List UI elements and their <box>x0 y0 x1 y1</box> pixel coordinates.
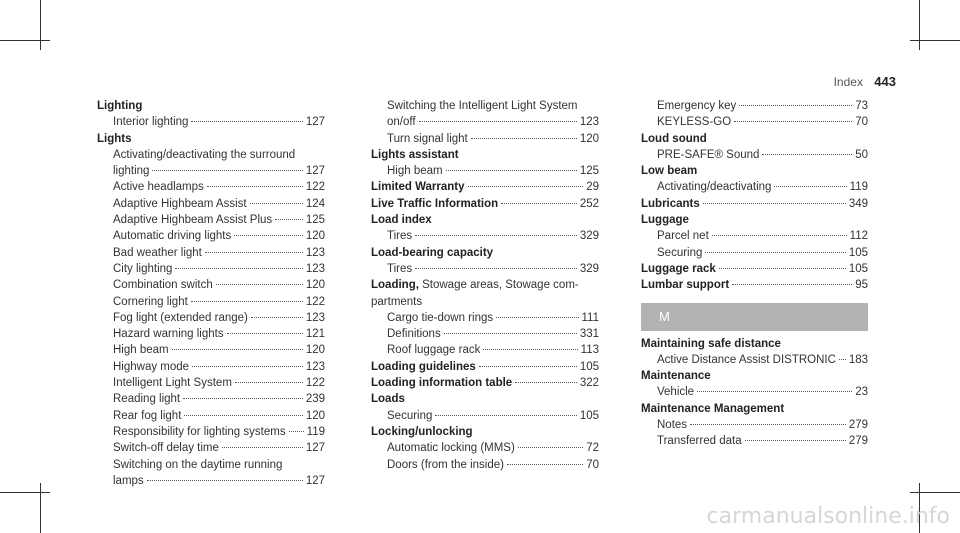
sub-entry-text: Combination switch <box>113 279 213 292</box>
leader-dots <box>191 301 303 302</box>
crop-mark <box>919 0 920 50</box>
sub-entry <box>371 409 599 423</box>
leader-dots <box>745 440 846 441</box>
leader-dots <box>419 121 577 122</box>
page-ref: 119 <box>306 425 325 438</box>
index-heading: Load index <box>371 214 432 227</box>
leader-dots <box>234 235 303 236</box>
index-heading: Loads <box>371 393 405 406</box>
leader-dots <box>207 186 303 187</box>
page-ref: 121 <box>305 328 325 341</box>
sub-entry <box>97 311 325 325</box>
index-entry <box>371 278 599 292</box>
sub-entry-text: Interior lighting <box>113 116 189 129</box>
leader-dots <box>172 349 303 350</box>
page-ref: 29 <box>586 181 599 194</box>
leader-dots <box>415 268 577 269</box>
entry-text: Stowage areas, Stowage com- <box>418 279 579 292</box>
crop-mark <box>40 483 41 533</box>
page-ref: 73 <box>855 100 868 112</box>
sub-entry-text: Transferred data <box>657 435 742 448</box>
sub-entry <box>97 180 325 194</box>
sub-entry-text: Doors (from the inside) <box>387 458 504 471</box>
page-ref: 331 <box>579 328 599 341</box>
sub-entry <box>371 311 599 325</box>
sub-entry-text: City lighting <box>113 262 173 275</box>
leader-dots <box>703 203 846 204</box>
page-ref: 105 <box>579 409 599 422</box>
sub-entry <box>97 213 325 227</box>
sub-entry-text: Securing <box>657 246 703 259</box>
index-heading: Locking/unlocking <box>371 425 473 438</box>
page-ref: 119 <box>849 181 868 194</box>
sub-entry-text: Cargo tie-down rings <box>387 311 494 324</box>
page-ref: 120 <box>579 132 599 145</box>
page-ref: 111 <box>581 311 599 324</box>
sub-entry-text: High beam <box>387 165 443 178</box>
sub-entry-text: on/off <box>387 116 416 129</box>
leader-dots <box>415 235 577 236</box>
sub-entry <box>641 434 868 448</box>
page-ref: 70 <box>586 458 599 471</box>
sub-entry <box>371 343 599 357</box>
sub-entry <box>371 132 599 146</box>
sub-entry-text: Securing <box>387 409 433 422</box>
page-ref: 112 <box>849 230 868 243</box>
leader-dots <box>152 170 302 171</box>
index-heading: Low beam <box>641 165 698 178</box>
entry-title: Loading information table <box>371 377 513 390</box>
index-entry <box>641 197 868 211</box>
sub-entry <box>97 392 325 406</box>
crop-mark <box>910 492 960 493</box>
sub-entry-text: Highway mode <box>113 360 190 373</box>
sub-entry <box>97 327 325 341</box>
index-heading: Lights assistant <box>371 148 459 161</box>
leader-dots <box>732 284 852 285</box>
page-ref: 279 <box>848 419 868 432</box>
index-heading: Maintaining safe distance <box>641 337 781 350</box>
sub-entry <box>641 229 868 243</box>
index-heading: Luggage <box>641 214 689 227</box>
sub-entry <box>641 385 868 399</box>
sub-entry-text: Cornering light <box>113 295 188 308</box>
page-ref: 329 <box>579 230 599 243</box>
sub-entry-text: Intelligent Light System <box>113 377 232 390</box>
sub-entry-text: Switch-off delay time <box>113 442 219 455</box>
leader-dots <box>235 382 303 383</box>
leader-dots <box>289 431 304 432</box>
index-heading: Lighting <box>97 100 143 112</box>
page-ref: 322 <box>579 377 599 390</box>
sub-entry <box>97 229 325 243</box>
index-heading: Loud sound <box>641 132 707 145</box>
sub-entry-text: Tires <box>387 262 413 275</box>
sub-entry-text: Emergency key <box>657 100 737 112</box>
sub-entry-text: Activating/deactivating the surround <box>113 148 296 161</box>
sub-entry <box>97 343 325 357</box>
sub-entry <box>97 474 325 488</box>
sub-entry-text: Fog light (extended range) <box>113 311 248 324</box>
page-ref: 105 <box>579 360 599 373</box>
sub-entry-text: PRE-SAFE® Sound <box>657 148 760 161</box>
leader-dots <box>507 464 583 465</box>
sub-entry-text: Switching on the daytime running <box>113 458 283 471</box>
page-ref: 127 <box>305 474 325 487</box>
sub-entry-text: Activating/deactivating <box>657 181 772 194</box>
page-number: 443 <box>874 74 896 89</box>
sub-entry-text: lamps <box>113 474 144 487</box>
leader-dots <box>251 317 303 318</box>
sub-entry-text: lighting <box>113 165 150 178</box>
sub-entry-text: Active Distance Assist DISTRONIC <box>657 353 836 366</box>
leader-dots <box>205 252 303 253</box>
crop-mark <box>910 40 960 41</box>
page-ref: 123 <box>305 360 325 373</box>
crop-mark <box>0 40 50 41</box>
section-letter: M <box>641 303 868 331</box>
page-ref: 349 <box>848 197 868 210</box>
entry-title: Lubricants <box>641 197 700 210</box>
page-ref: 123 <box>579 116 599 129</box>
page-ref: 105 <box>848 246 868 259</box>
sub-entry <box>97 425 325 439</box>
sub-entry <box>97 376 325 390</box>
page-ref: 124 <box>305 197 325 210</box>
sub-entry-text: Responsibility for lighting systems <box>113 425 286 438</box>
sub-entry <box>97 164 325 178</box>
sub-entry-text: Roof luggage rack <box>387 344 481 357</box>
sub-entry <box>641 148 868 162</box>
entry-title: Limited Warranty <box>371 181 465 194</box>
leader-dots <box>444 333 577 334</box>
leader-dots <box>191 121 302 122</box>
page-ref: 127 <box>305 116 325 129</box>
leader-dots <box>435 415 576 416</box>
sub-entry <box>371 441 599 455</box>
index-heading: Lights <box>97 132 132 145</box>
sub-entry <box>97 360 325 374</box>
leader-dots <box>719 268 846 269</box>
sub-entry-text: Hazard warning lights <box>113 328 224 341</box>
sub-entry-text: Active headlamps <box>113 181 204 194</box>
leader-dots <box>183 398 303 399</box>
page-ref: 23 <box>855 386 868 399</box>
leader-dots <box>468 186 584 187</box>
sub-entry <box>641 353 868 367</box>
sub-entry <box>371 164 599 178</box>
sub-entry <box>97 441 325 455</box>
page-ref: 72 <box>586 442 599 455</box>
leader-dots <box>501 203 577 204</box>
entry-title: Luggage rack <box>641 262 716 275</box>
entry-title: Loading guidelines <box>371 360 476 373</box>
page-ref: 252 <box>579 197 599 210</box>
leader-dots <box>192 366 303 367</box>
page-ref: 123 <box>305 262 325 275</box>
sub-entry <box>97 262 325 276</box>
leader-dots <box>496 317 578 318</box>
leader-dots <box>712 235 847 236</box>
leader-dots <box>275 219 303 220</box>
leader-dots <box>690 424 846 425</box>
sub-entry <box>97 409 325 423</box>
sub-entry-text: Switching the Intelligent Light System <box>387 100 578 112</box>
leader-dots <box>734 121 852 122</box>
crop-mark <box>40 0 41 50</box>
page-ref: 120 <box>305 279 325 292</box>
sub-entry <box>97 295 325 309</box>
sub-entry-text: Parcel net <box>657 230 709 243</box>
sub-entry-text: Definitions <box>387 328 441 341</box>
sub-entry <box>371 327 599 341</box>
leader-dots <box>184 415 302 416</box>
sub-entry <box>641 246 868 260</box>
index-heading: Maintenance <box>641 370 711 383</box>
index-entry <box>641 278 868 292</box>
leader-dots <box>175 268 302 269</box>
sub-entry-text: Automatic locking (MMS) <box>387 442 515 455</box>
leader-dots <box>774 186 846 187</box>
page-ref: 183 <box>848 353 868 366</box>
page-ref: 127 <box>305 442 325 455</box>
page-ref: 50 <box>855 148 868 161</box>
sub-entry <box>641 418 868 432</box>
sub-entry <box>371 458 599 472</box>
leader-dots <box>250 203 303 204</box>
page-ref: 70 <box>855 116 868 129</box>
leader-dots <box>697 391 852 392</box>
page-ref: 123 <box>305 246 325 259</box>
page-ref: 329 <box>579 262 599 275</box>
page-ref: 120 <box>305 344 325 357</box>
sub-entry <box>97 197 325 211</box>
entry-title: Lumbar support <box>641 279 730 292</box>
sub-entry-text: Vehicle <box>657 386 695 399</box>
leader-dots <box>739 105 852 106</box>
sub-entry <box>97 278 325 292</box>
sub-entry <box>641 99 868 113</box>
sub-entry <box>371 262 599 276</box>
page-ref: 125 <box>579 165 599 178</box>
index-entry <box>641 262 868 276</box>
watermark: carmanualsonline.info <box>706 504 950 529</box>
page-ref: 122 <box>305 181 325 194</box>
sub-entry-text: Turn signal light <box>387 132 468 145</box>
page-ref: 122 <box>305 295 325 308</box>
page-ref: 123 <box>305 311 325 324</box>
entry-title: Live Traffic Information <box>371 197 499 210</box>
leader-dots <box>483 349 577 350</box>
entry-continuation: partments <box>371 295 423 308</box>
index-entry <box>371 180 599 194</box>
page-ref: 239 <box>305 393 325 406</box>
index-column-3 <box>641 99 868 451</box>
sub-entry <box>371 229 599 243</box>
page-ref: 279 <box>848 435 868 448</box>
sub-entry-text: Automatic driving lights <box>113 230 232 243</box>
leader-dots <box>227 333 303 334</box>
sub-entry <box>97 246 325 260</box>
sub-entry-text: Notes <box>657 419 688 432</box>
sub-entry-text: Reading light <box>113 393 181 406</box>
leader-dots <box>446 170 577 171</box>
leader-dots <box>762 154 852 155</box>
leader-dots <box>471 138 577 139</box>
page-ref: 122 <box>305 377 325 390</box>
sub-entry <box>641 180 868 194</box>
leader-dots <box>518 447 583 448</box>
leader-dots <box>839 359 846 360</box>
header-label: Index <box>833 75 863 89</box>
leader-dots <box>479 366 577 367</box>
page-ref: 95 <box>855 279 868 292</box>
page-ref: 120 <box>305 230 325 243</box>
page-ref: 127 <box>305 165 325 178</box>
sub-entry-text: Adaptive Highbeam Assist Plus <box>113 214 273 227</box>
page-ref: 113 <box>580 344 599 357</box>
leader-dots <box>222 447 303 448</box>
leader-dots <box>216 284 303 285</box>
sub-entry-text: Adaptive Highbeam Assist <box>113 197 247 210</box>
index-column-2 <box>371 99 599 474</box>
index-heading: Load-bearing capacity <box>371 246 494 259</box>
page-ref: 105 <box>848 262 868 275</box>
index-heading: Maintenance Management <box>641 402 785 415</box>
page-ref: 125 <box>305 214 325 227</box>
sub-entry <box>371 115 599 129</box>
sub-entry-text: Rear fog light <box>113 409 182 422</box>
leader-dots <box>705 252 845 253</box>
sub-entry-text: KEYLESS-GO <box>657 116 732 129</box>
sub-entry-text: Tires <box>387 230 413 243</box>
leader-dots <box>515 382 577 383</box>
entry-title: Loading, <box>371 279 419 292</box>
sub-entry <box>641 115 868 129</box>
sub-entry-text: High beam <box>113 344 169 357</box>
sub-entry <box>97 115 325 129</box>
page-header <box>834 74 896 89</box>
page-ref: 120 <box>305 409 325 422</box>
index-entry <box>371 197 599 211</box>
index-column-1 <box>97 99 325 490</box>
index-entry <box>371 360 599 374</box>
leader-dots <box>147 480 303 481</box>
index-entry <box>371 376 599 390</box>
crop-mark <box>0 492 50 493</box>
sub-entry-text: Bad weather light <box>113 246 202 259</box>
